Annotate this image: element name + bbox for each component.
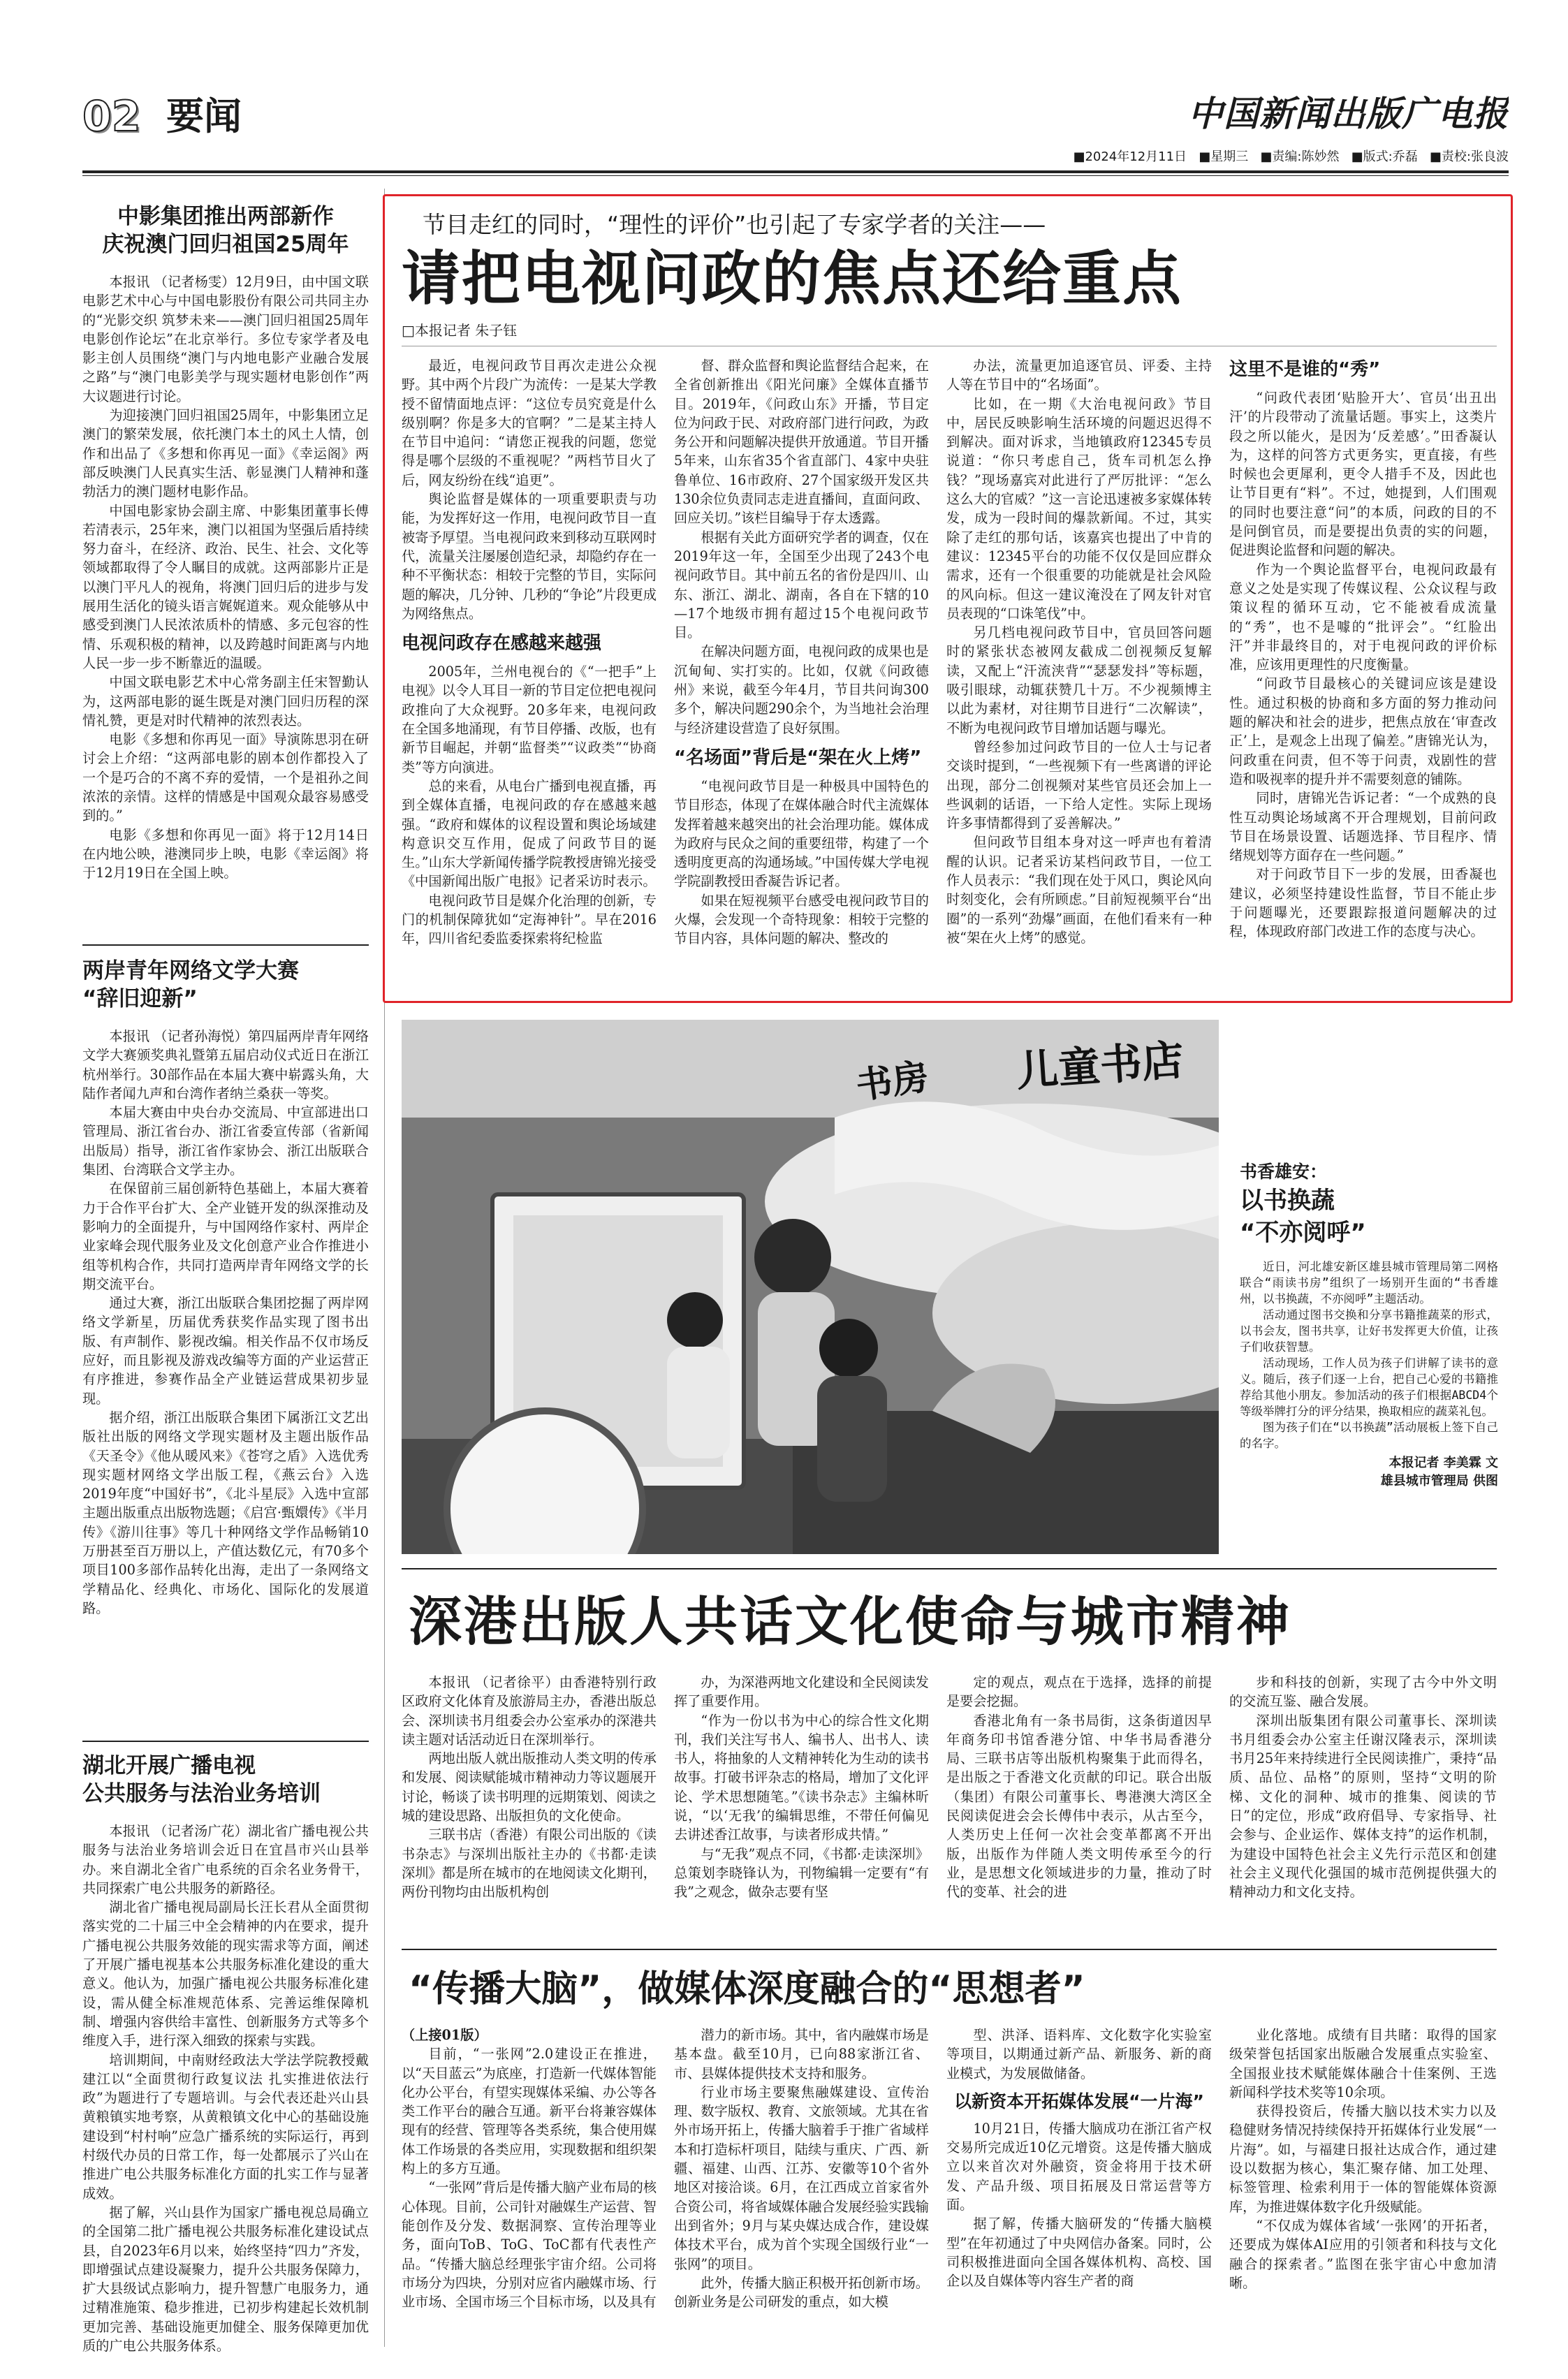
article-hubei-guangdian xyxy=(82,1752,369,2359)
paragraph: 在解决问题方面，电视问政的成果也是沉甸甸、实打实的。比如，仅就《问政德州》来说，截至今年4月，节目共问询300多个，解决问题290余个，为当地社会治理与经济建设营造了良好氛围。 xyxy=(674,643,929,736)
paragraph: 本报讯 （记者汤广花）湖北省广播电视公共服务与法治业务培训会近日在宜昌市兴山县举办。来自湖北全省广电系统的百余名业务骨干，共同探索广电公共服务的新路径。 xyxy=(82,1823,369,1896)
article-separator xyxy=(82,944,369,946)
lead-column-4 xyxy=(1229,356,1497,992)
lead-kicker: 节目走红的同时，“理性的评价”也引起了专家学者的关注—— xyxy=(423,211,1046,238)
article-title-line1: 湖北开展广播电视 xyxy=(82,1753,256,1778)
shengang-column-2 xyxy=(674,1673,929,1938)
paragraph: 根据有关此方面研究学者的调查，仅在2019年这一年，全国至少出现了243个电视问政节目。其中前五名的省份是四川、山东、浙江、湖北、湖南，各自在下辖的10—17个地级市拥有超过15个电视问政节目。 xyxy=(674,529,929,641)
issue-weekday: ■星期三 xyxy=(1199,149,1249,164)
chuanbo-column-2 xyxy=(674,2026,929,2361)
lead-subheading: “名场面”背后是“架在火上烤” xyxy=(674,747,922,768)
paragraph: 中国电影家协会副主席、中影集团董事长傅若清表示，25年来，澳门以祖国为坚强后盾持续努力奋斗，在经济、政治、民生、社会、文化等领域都取得了令人瞩目的成就。这两部影片正是以澳门平凡人的视角，将澳门回归后的进步与发展用生活化的镜头语言娓娓道来。观众能够从中感受到澳门人民浓浓质朴的情感、多元包容的性情、乐观积极的精神，以及跨越时间距离与内地人民一步一步不断靠近的温暖。 xyxy=(82,502,369,671)
header-rule-thin xyxy=(82,175,1509,176)
paragraph: 据了解，传播大脑研发的“传播大脑模型”在年初通过了中央网信办备案。同时，公司积极推进面向全国各媒体机构、高校、国企以及自媒体等内容生产者的商 xyxy=(946,2216,1212,2290)
paragraph: “问政代表团‘贴脸开大’、官员‘出丑出汗’的片段带动了流量话题。事实上，这类片段之所以能火，是因为‘反差感’。”田香凝认为，这样的问答方式更务实，更直接，有些时候也会更犀利，更令人措手不及，因此也让节目更有“料”。不过，她提到，人们围观的同时也要注意“问”的本质，问政的目的不是问倒官员，而是要提出负责的实的问题，促进舆论监督和问题的解决。 xyxy=(1229,390,1497,559)
paragraph: 活动现场，工作人员为孩子们讲解了读书的意义。随后，孩子们逐一上台，把自己心爱的书籍推荐给其他小朋友。参加活动的孩子们根据ABCD4个等级举牌打分的评分结果，换取相应的蔬菜礼包。 xyxy=(1240,1356,1498,1418)
paragraph: 本报讯 （记者徐平）由香港特别行政区政府文化体育及旅游局主办，香港出版总会、深圳读书月组委会办公室承办的深港共读主题对话活动近日在深圳举行。 xyxy=(402,1674,657,1748)
paragraph: 图为孩子们在“以书换蔬”活动展板上签下自己的名字。 xyxy=(1240,1421,1498,1450)
paragraph: 电影《多想和你再见一面》将于12月14日在内地公映，港澳同步上映，电影《幸运阁》将于12月19日在全国上映。 xyxy=(82,826,369,881)
paragraph: 定的观点，观点在于选择，选择的前提是要会挖掘。 xyxy=(946,1674,1212,1710)
paragraph: 为迎接澳门回归祖国25周年，中影集团立足澳门的繁荣发展，依托澳门本土的风土人情，创作和出品了《多想和你再见一面》《幸运阁》两部反映澳门人民真实生活、彰显澳门人精神和蓬勃活力的澳门题材电影作品。 xyxy=(82,407,369,500)
paragraph: 办，为深港两地文化建设和全民阅读发挥了重要作用。 xyxy=(674,1674,929,1710)
paragraph: “问政节目最核心的关键词应该是建设性。通过积极的协商和多方面的努力推动问题的解决和社会的进步，把焦点放在‘审查改正’上，是观念上出现了偏差。”唐锦光认为，问政重在问责，但不等于问责，戏剧性的营造和吸视率的提升并不需要刻意的铺陈。 xyxy=(1229,675,1497,787)
issue-info xyxy=(992,147,1509,168)
article-body xyxy=(82,1822,369,2355)
paragraph: 总的来看，从电台广播到电视直播，再到全媒体直播，电视问政的存在感越来越强。“政府和媒体的议程设置和舆论场域建构意识交互作用，促成了问政节目的诞生。”山东大学新闻传播学院教授唐锦光接受《中国新闻出版广电报》记者采访时表示。 xyxy=(402,777,657,890)
article-separator xyxy=(82,1741,369,1742)
paragraph: 电视问政节目是媒介化治理的创新，专门的机制保障犹如“定海神针”。早在2016年，四川省纪委监委探索将纪检监 xyxy=(402,892,657,947)
paragraph: 在保留前三届创新特色基础上，本届大赛着力于合作平台扩大、全产业链开发的纵深推动及影响力的全面提升，与中国网络作家村、两岸企业家峰会现代服务业及文化创意产业合作推进小组等机构合作，共同打造两岸青年网络文学的长期交流平台。 xyxy=(82,1180,369,1292)
chuanbo-subheading: 以新资本开拓媒体发展“一片海” xyxy=(954,2091,1204,2111)
paragraph: 比如，在一期《大治电视问政》节目中，居民反映影响生活环境的问题迟迟得不到解决。面对诉求，当地镇政府12345专员说道：“你只考虑自己，货车司机怎么挣钱？”现场嘉宾对此进行了严厉批评：“怎么这么大的官威？”这一言论迅速被多家媒体转发，成为一段时间的爆款新闻。不过，其实除了走红的那句话，该嘉宾也提出了中肯的建议：12345平台的功能不仅仅是回应群众需求，还有一个很重要的功能就是社会风险的风向标。但这一建议淹没在了网友针对官员表现的“口诛笔伐”中。 xyxy=(946,395,1212,622)
chuanbo-column-3 xyxy=(946,2026,1212,2361)
page-number: 02 xyxy=(82,92,141,141)
lead-subheading: 这里不是谁的“秀” xyxy=(1229,359,1381,380)
paragraph: 本报讯 （记者杨雯）12月9日，由中国文联电影艺术中心与中国电影股份有限公司共同主办的“光影交织 筑梦未来——澳门回归祖国25周年电影创作论坛”在北京举行。多位专家学者及电影主创人员围绕“澳门与内地电影产业融合发展之路”与“澳门电影美学与现实题材电影创作”两大议题进行讨论。 xyxy=(82,274,369,404)
lead-column-3 xyxy=(946,356,1212,992)
paragraph: 同时，唐锦光告诉记者：“一个成熟的良性互动舆论场域离不开合理规划，目前问政节目在场景设置、话题选择、节目程序、情绪规划等方面存在一些问题。” xyxy=(1229,790,1497,864)
paragraph: “电视问政节目是一种极具中国特色的节目形态，体现了在媒体融合时代主流媒体发挥着越来越突出的社会治理功能。媒体成为政府与民众之间的重要纽带，构建了一个透明度更高的沟通场域。”中国传媒大学电视学院副教授田香凝告诉记者。 xyxy=(674,777,929,890)
paragraph: “一张网”背后是传播大脑产业布局的核心体现。目前，公司针对融媒生产运营、智能创作及分发、数据洞察、宣传治理等业务，面向ToB、ToG、ToC都有代表性产品。“传播大脑总经理张宇宙介绍。公司将市场分为四块，分别对应省内融媒市场、行业市场、全国市场三个目标市场，以及具有 xyxy=(402,2179,657,2311)
lead-byline: □本报记者 朱子钰 xyxy=(402,322,518,339)
store-sign-kids: 儿童书店 xyxy=(1014,1036,1186,1097)
issue-proof: ■责校:张良波 xyxy=(1429,149,1509,164)
issue-editor: ■责编:陈妙然 xyxy=(1260,149,1340,164)
article-wangluo-wenxue xyxy=(82,957,369,1732)
paragraph: 10月21日，传播大脑成功在浙江省产权交易所完成近10亿元增资。这是传播大脑成立以来首次对外融资，资金将用于技术研发、产品升级、项目拓展及日常运营等方面。 xyxy=(946,2120,1212,2213)
issue-layout: ■版式:乔磊 xyxy=(1351,149,1418,164)
paragraph: 业化落地。成绩有目共睹：取得的国家级荣誉包括国家出版融合发展重点实验室、全国报业技术赋能媒体融合十佳案例、王选新闻科学技术奖等10余项。 xyxy=(1229,2027,1497,2100)
paragraph: “作为一份以书为中心的综合性文化期刊，我们关注写书人、编书人、出书人、读书人，将抽象的人文精神转化为生动的读书故事。打破书评杂志的格局，增加了文化评论、学术思想随笔。”《读书杂志》主编林昕说，“以‘无我’的编辑思维，不带任何偏见去讲述香江故事，与读者形成共情。” xyxy=(674,1712,929,1843)
article-title-line1: 中影集团推出两部新作 xyxy=(117,204,334,229)
caption-title-line1: 以书换蔬 xyxy=(1240,1187,1335,1215)
paragraph: 本报讯 （记者孙海悦）第四届两岸青年网络文学大赛颁奖典礼暨第五届启动仪式近日在浙江杭州举行。30部作品在本届大赛中崭露头角，大陆作者闻九声和台湾作者纳兰桑获一等奖。 xyxy=(82,1028,369,1101)
paragraph: 办法，流量更加追逐官员、评委、主持人等在节目中的“名场面”。 xyxy=(946,358,1212,393)
paragraph: 作为一个舆论监督平台，电视问政最有意义之处是实现了传媒议程、公众议程与政策议程的循环互动，它不能被看成流量的“秀”，也不是噱的“批评会”。“红脸出汗”并非最终目的，对于电视问政的评价标准，应该用更理性的尺度衡量。 xyxy=(1229,561,1497,673)
section-separator xyxy=(402,1568,1497,1569)
paragraph: 本届大赛由中央台办交流局、中宣部进出口管理局、浙江省台办、浙江省委宣传部（省新闻出版局）指导，浙江省作家协会、浙江出版联合集团、台湾联合文学主办。 xyxy=(82,1104,369,1178)
paragraph: 香港北角有一条书局街，这条街道因早年商务印书馆香港分馆、中华书局香港分局、三联书店等出版机构聚集于此而得名，是出版之于香港文化贡献的印记。联合出版（集团）有限公司董事长、粤港澳大湾区全民阅读促进会会长傅伟中表示，从古至今，人类历史上任何一次社会变革都离不开出版，出版作为伴随人类文明传承至今的行业，是思想文化领域进步的力量，推动了时代的变革、社会的进 xyxy=(946,1712,1212,1901)
paragraph: 两地出版人就出版推动人类文明的传承和发展、阅读赋能城市精神动力等议题展开讨论，畅谈了读书明理的远期策划、阅读之城的建设思路、出版担负的文化使命。 xyxy=(402,1750,657,1824)
paragraph: 2005年，兰州电视台的《“一把手”上电视》以令人耳目一新的节目定位把电视问政推向了大众视野。20多年来，电视问政在全国多地涌现，有节目停播、改版，也有新节目崛起，并朝“监督类”“议政类”“协商类”等方向演进。 xyxy=(402,664,657,775)
paragraph: 深圳出版集团有限公司董事长、深圳读书月组委会办公室主任谢汉隆表示，深圳读书月25年来持续进行全民阅读推广，秉持“品质、品位、品格”的原则，坚持“文明的阶梯、文化的洞种、城市的推集、阅读的节日”的定位，形成“政府倡导、专家指导、社会参与、企业运作、媒体支持”的运作机制，为建设中国特色社会主义先行示范区和创建社会主义现代化强国的城市范例提供强大的精神动力和文化支持。 xyxy=(1229,1712,1497,1901)
paragraph: 培训期间，中南财经政法大学法学院教授戴建江以“全面贯彻行政复议法 扎实推进依法行政”为题进行了专题培训。与会代表还赴兴山县黄粮镇实地考察，从黄粮镇文化中心的基础设施建设到“村村响”应急广播系统的实际运行，再到村级代办员的日常工作，每一处都展示了兴山在推进广电公共服务标准化方面的扎实工作与显著成效。 xyxy=(82,2051,369,2202)
paragraph: 与“无我”观点不同，《书都·走读深圳》总策划李晓锋认为，刊物编辑一定要有“有我”之观念，做杂志要有坚 xyxy=(674,1845,929,1901)
caption-body xyxy=(1240,1259,1498,1451)
section-separator xyxy=(402,1949,1497,1950)
photo-caption xyxy=(1240,1159,1498,1551)
paragraph: “不仅成为媒体省域‘一张网’的开拓者，还要成为媒体AI应用的引领者和科技与文化融合的探索者。”监图在张宇宙心中愈加清晰。 xyxy=(1229,2217,1497,2291)
article-title-line2: “辞旧迎新” xyxy=(82,986,198,1011)
paragraph: 曾经参加过问政节目的一位人士与记者交谈时提到，“一些视频下有一些离谱的评论出现，部分二创视频对某些官员还会加上一些讽刺的话语，一下给人定性。实际上现场许多事情都得到了妥善解决。” xyxy=(946,738,1212,832)
article-title-line1: 两岸青年网络文学大赛 xyxy=(82,958,299,983)
caption-credit-text: 本报记者 李美霖 文 xyxy=(1389,1456,1498,1470)
paragraph: 行业市场主要聚焦融媒建设、宣传治理、数字版权、教育、文旅领域。尤其在省外市场开拓上，传播大脑着手于推广省域样本和打造标杆项目，陆续与重庆、广西、新疆、福建、山西、江苏、安徽等10个省外地区对接洽谈。6月，在江西成立首家省外合资公司，将省域媒体融合发展经验实践输出到省外；9月与某央媒达成合作，建设媒体技术平台，成为首个实现全国级行业“一张网”的项目。 xyxy=(674,2084,929,2272)
shengang-column-4 xyxy=(1229,1673,1497,1938)
paragraph: 三联书店（香港）有限公司出版的《读书杂志》与深圳出版社主办的《书都·走读深圳》都是所在城市的在地阅读文化期刊，两份刊物均由出版机构创 xyxy=(402,1827,657,1901)
paragraph: 但问政节目组本身对这一呼声也有着清醒的认识。记者采访某档问政节目，一位工作人员表示：“我们现在处于风口，舆论风向时刻变化，会有所顾虑。”目前短视频平台“出圈”的一系列“劲爆”画面，在他们看来有一种被“架在火上烤”的感觉。 xyxy=(946,834,1212,946)
news-photo xyxy=(402,1020,1219,1554)
paragraph: 中国文联电影艺术中心常务副主任宋智勤认为，这两部电影的诞生既是对澳门回归历程的深情礼赞，更是对时代精神的浓烈表达。 xyxy=(82,674,369,729)
paragraph: 近日，河北雄安新区雄县城市管理局第二网格联合“雨读书房”组织了一场别开生面的“书香雄州，以书换蔬，不亦阅呼”主题活动。 xyxy=(1240,1260,1498,1305)
chuanbo-column-4 xyxy=(1229,2026,1497,2361)
store-sign-bookroom: 书房 xyxy=(853,1055,932,1108)
paragraph: 据介绍，浙江出版联合集团下属浙江文艺出版社出版的网络文学现实题材及主题出版作品《天圣令》《他从暖风来》《苍穹之盾》入选优秀现实题材网络文学出版工程，《燕云台》入选2019年度“中国好书”，《北斗星辰》入选中宣部主题出版重点出版物选题；《启宫·甄嬛传》《半月传》《游川往事》等几十种网络文学作品畅销10万册甚至百万册以上，产值达数亿元，有70多个项目100多部作品转化出海，走出了一条网络文学精品化、经典化、市场化、国际化的发展道路。 xyxy=(82,1409,369,1616)
header-rule xyxy=(82,170,1509,173)
paragraph: 步和科技的创新，实现了古今中外文明的交流互鉴、融合发展。 xyxy=(1229,1674,1497,1710)
paragraph: 舆论监督是媒体的一项重要职责与功能，为发挥好这一作用，电视问政节目一直被寄予厚望。当电视问政来到移动互联网时代，流量关注屡屡创造纪录，却隐约存在一种不平衡状态：相较于完整的节目，实际问题的解决，几分钟、几秒的“争论”片段更成为网络焦点。 xyxy=(402,491,657,622)
paragraph: 活动通过图书交换和分享书籍推蔬菜的形式，以书会友，图书共享，让好书发挥更大价值，让孩子们收获智慧。 xyxy=(1240,1308,1498,1354)
paragraph: 湖北省广播电视局副局长汪长君从全面贯彻落实党的二十届三中全会精神的内在要求，提升广播电视公共服务效能的现实需求等方面，阐述了开展广播电视基本公共服务标准化建设的重大意义。他认为，加强广播电视公共服务标准化建设，需从健全标准规范体系、完善运维保障机制、增强内容供给丰富性、创新服务方式等多个维度入手，进行深入细致的探索与实践。 xyxy=(82,1899,369,2049)
issue-date: ■2024年12月11日 xyxy=(1073,149,1187,164)
shengang-column-1 xyxy=(402,1673,657,1938)
article-title-line2: 公共服务与法治业务培训 xyxy=(82,1781,321,1806)
lead-column-2 xyxy=(674,356,929,992)
paragraph: 据了解，兴山县作为国家广播电视总局确立的全国第二批广播电视公共服务标准化建设试点县，自2023年6月以来，始终坚持“四力”齐发，即增强试点建设凝聚力，提升公共服务保障力，扩大县级试点影响力，提升智慧广电服务力，通过精准施策、稳步推进，已初步构建起长效机制更加完善、基础设施更加健全、服务保障更加优质的广电公共服务体系。 xyxy=(82,2204,369,2355)
paragraph: 型、洪泽、语料库、文化数字化实验室等项目，以期通过新产品、新服务、新的商业模式，为发展做储备。 xyxy=(946,2027,1212,2081)
article-zhongying xyxy=(82,203,369,978)
lead-column-1 xyxy=(402,356,657,992)
paragraph: 督、群众监督和舆论监督结合起来，在全省创新推出《阳光问廉》全媒体直播节目。2019年，《问政山东》开播，节目定位为问政于民、对政府部门进行问政，为政务公开和问题解决提供开放通道。节目开播5年来，山东省35个省直部门、4家中央驻鲁单位、16市政府、27个国家级开发区共130余位负责同志走进直播间，直面问政、回应关切。”该栏目编导于存太透露。 xyxy=(674,358,929,527)
article-title-line2: 庆祝澳门回归祖国25周年 xyxy=(102,232,349,257)
photo-scene xyxy=(402,1020,1219,1554)
caption-kicker: 书香雄安： xyxy=(1240,1162,1328,1182)
lead-subheading: 电视问政存在感越来越强 xyxy=(402,633,602,654)
section-name: 要闻 xyxy=(166,94,242,138)
paragraph: 潜力的新市场。其中，省内融媒市场是基本盘。截至10月，已向88家浙江省、市、县媒体提供技术支持和服务。 xyxy=(674,2027,929,2081)
paragraph: 另几档电视问政节目中，官员回答问题时的紧张状态被网友截成二创视频反复解读，又配上“汗流浃背”“瑟瑟发抖”等标题，吸引眼球，动辄获赞几十万。不少视频博主以此为素材，对往期节目进行“二次解读”，不断为电视问政节目增加话题与曝光。 xyxy=(946,624,1212,736)
paragraph: 获得投资后，传播大脑以技术实力以及稳健财务情况持续保持开拓媒体行业发展“一片海”。如，与福建日报社达成合作，通过建设以数据为核心，集汇聚存储、加工处理、标签管理、检索利用于一体的智能媒体资源库，为推进媒体数字化升级赋能。 xyxy=(1229,2103,1497,2215)
paragraph: 电影《多想和你再见一面》导演陈思羽在研讨会上介绍：“这两部电影的剧本创作都投入了一个是巧合的不离不弃的爱情，一个是祖孙之间浓浓的亲情。这样的情感是中国观众最容易感受到的。” xyxy=(82,731,369,824)
caption-title-line2: “不亦阅呼” xyxy=(1240,1219,1366,1247)
paragraph: 目前，“一张网”2.0建设正在推进，以“天目蓝云”为底座，打造新一代媒体智能化办公平台，有望实现媒体采编、办公等各类工作平台的融合互通。新平台将兼容媒体现有的经营、管理等各类系统，集合使用媒体工作场景的各类应用，实现数据和组织架构上的多方互通。 xyxy=(402,2046,657,2177)
paragraph: 此外，传播大脑正积极开拓创新市场。创新业务是公司研发的重点，如大模 xyxy=(674,2274,929,2311)
paragraph: 对于问政节目下一步的发展，田香凝也建议，必须坚持建设性监督，节目不能止步于问题曝光，还要跟踪报道问题解决的过程，体现政府部门改进工作的态度与决心。 xyxy=(1229,866,1497,940)
shengang-headline: 深港出版人共话文化使命与城市精神 xyxy=(409,1590,1291,1653)
paragraph: 如果在短视频平台感受电视问政节目的火爆，会发现一个奇特现象：相较于完整的节目内容，具体问题的解决、整改的 xyxy=(674,892,929,947)
article-body xyxy=(82,1027,369,1618)
article-body xyxy=(82,272,369,883)
chuanbo-column-1 xyxy=(402,2026,657,2361)
shengang-column-3 xyxy=(946,1673,1212,1938)
paragraph: 通过大赛，浙江出版联合集团挖掘了两岸网络文学新星，历届优秀获奖作品实现了图书出版、有声制作、影视改编。相关作品不仅市场反应好，而且影视及游戏改编等方面的产业运营正有序推进，参赛作品全产业链运营成果初步显现。 xyxy=(82,1295,369,1407)
paragraph-lead-in: （上接01版） xyxy=(402,2027,488,2043)
caption-credit-photo: 雄县城市管理局 供图 xyxy=(1380,1474,1498,1488)
paragraph: 最近，电视问政节目再次走进公众视野。其中两个片段广为流传：一是某大学教授不留情面地点评：“这位专员究竟是什么级别啊？你是多大的官啊？”二是某主持人在节目中追问：“请您正视我的问题，您觉得是哪个层级的不重视呢？”两档节目火了后，网友纷纷在线“追更”。 xyxy=(402,358,657,488)
chuanbo-headline: “传播大脑”，做媒体深度融合的“思想者” xyxy=(409,1968,1085,2010)
masthead-logo: 中国新闻出版广电报 xyxy=(1188,93,1509,134)
lead-headline: 请把电视问政的焦点还给重点 xyxy=(402,244,1183,313)
